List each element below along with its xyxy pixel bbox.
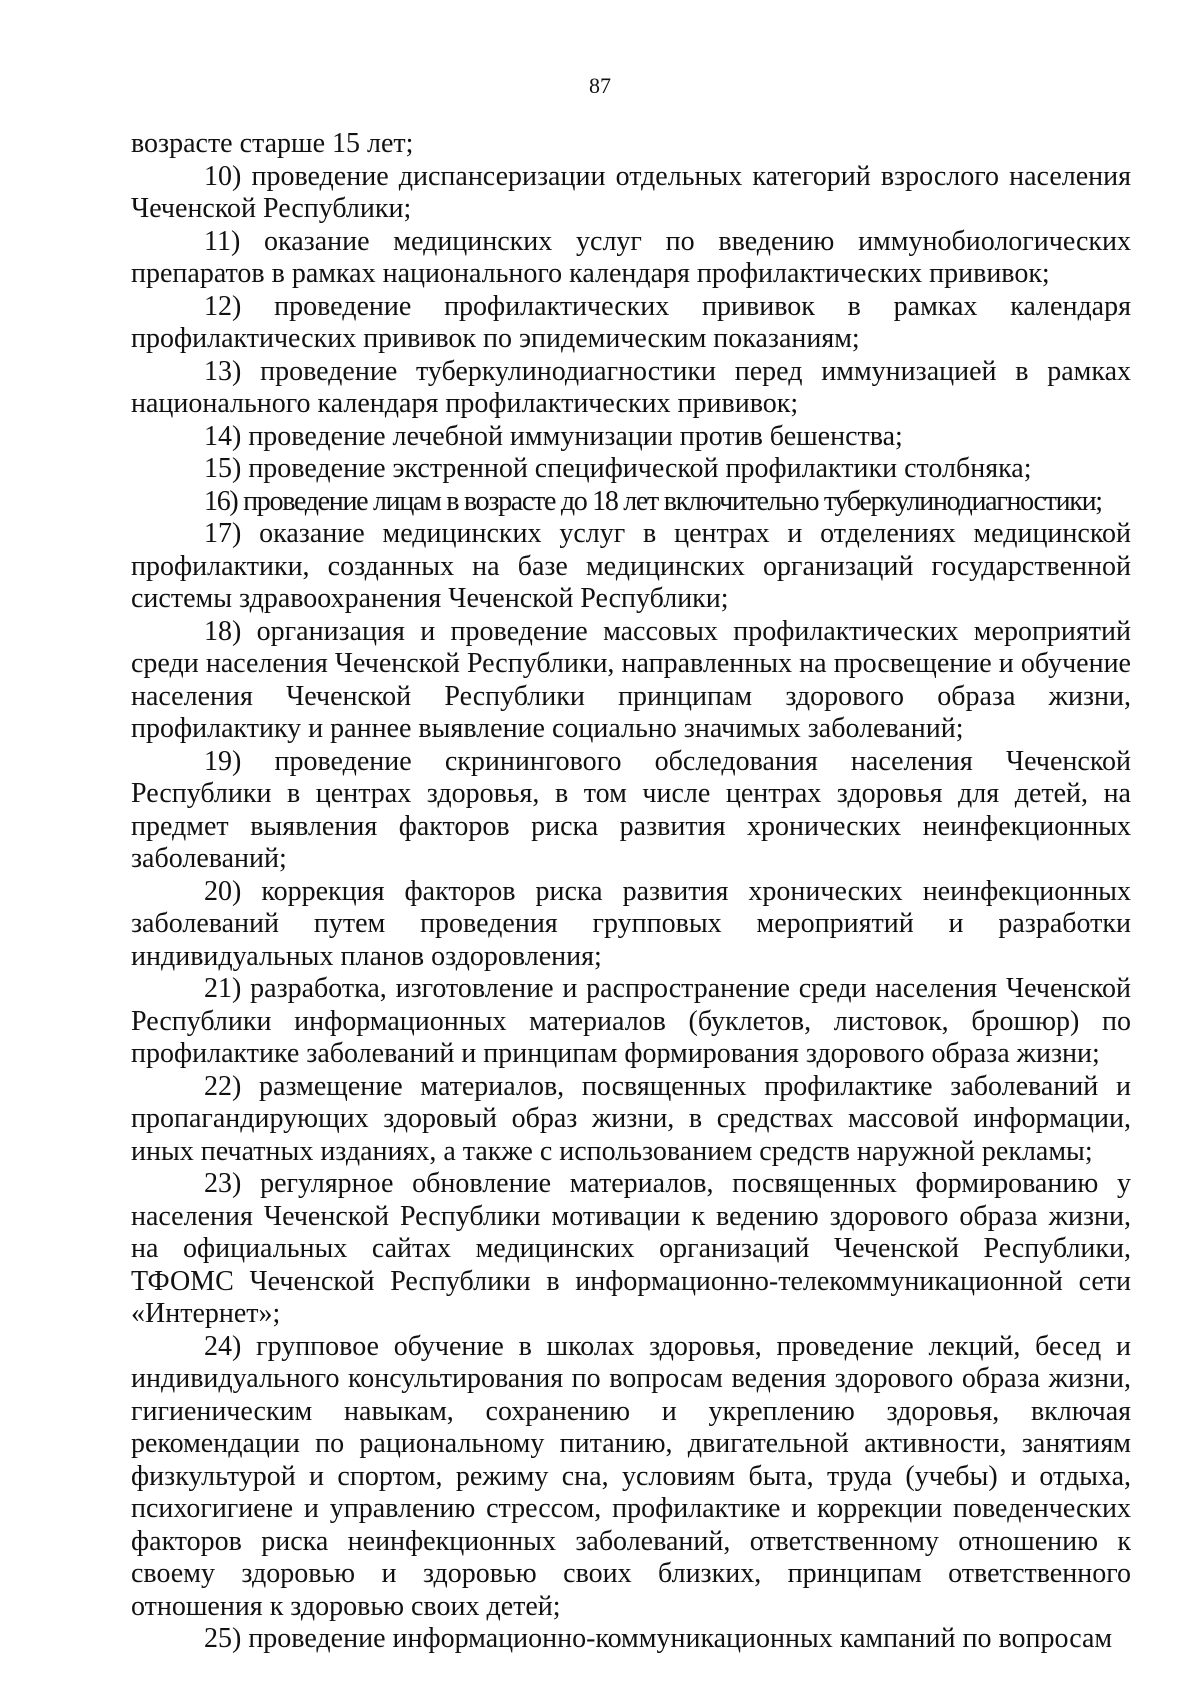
list-item-10: 10) проведение диспансеризации отдельных категорий взрослого населения Чеченской Республики;: [131, 160, 1131, 224]
list-item-18: 18) организация и проведение массовых профилактических мероприятий среди населения Чеченской Республики, направленных на просвещение и обучение населения Чеченской Республики принципам здорового образа жизни, профилактику и раннее выявление социально значимых заболеваний;: [131, 615, 1131, 744]
list-item-11: 11) оказание медицинских услуг по введению иммунобиологических препаратов в рамках национального календаря профилактических прививок;: [131, 225, 1131, 289]
list-item-22: 22) размещение материалов, посвященных профилактике заболеваний и пропагандирующих здоровый образ жизни, в средствах массовой информации, иных печатных изданиях, а также с использованием средств наружной рекламы;: [131, 1070, 1131, 1167]
list-item-23: 23) регулярное обновление материалов, посвященных формированию у населения Чеченской Республики мотивации к ведению здорового образа жизни, на официальных сайтах медицинских организаций Чеченской Республики, ТФОМС Чеченской Республики в информационно-телекоммуникационной сети «Интернет»;: [131, 1168, 1131, 1329]
list-item-12: 12) проведение профилактических прививок в рамках календаря профилактических прививок по эпидемическим показаниям;: [131, 290, 1131, 354]
list-item-15: 15) проведение экстренной специфической профилактики столбняка;: [204, 453, 1032, 484]
list-item-14: 14) проведение лечебной иммунизации против бешенства;: [204, 420, 903, 452]
list-item-17: 17) оказание медицинских услуг в центрах и отделениях медицинской профилактики, созданных на базе медицинских организаций государственной системы здравоохранения Чеченской Республики;: [131, 518, 1131, 614]
list-item-24: 24) групповое обучение в школах здоровья, проведение лекций, бесед и индивидуального консультирования по вопросам ведения здорового образа жизни, гигиеническим навыкам, сохранению и укреплению здоровья, включая рекомендации по рациональному питанию, двигательной активности, занятиям физкультурой и спортом, режиму сна, условиям быта, труда (учебы) и отдыха, психогигиене и управлению стрессом, профилактике и коррекции поведенческих факторов риска неинфекционных заболеваний, ответственному отношению к своему здоровью и здоровью своих близких, принципам ответственного отношения к здоровью своих детей;: [131, 1330, 1131, 1622]
page-body: [131, 128, 1131, 1656]
paragraph-continuation: возрасте старше 15 лет;: [131, 128, 414, 159]
list-item-20: 20) коррекция факторов риска развития хронических неинфекционных заболеваний путем проведения групповых мероприятий и разработки индивидуальных планов оздоровления;: [131, 875, 1131, 972]
list-item-25: 25) проведение информационно-коммуникационных кампаний по вопросам: [204, 1623, 1113, 1654]
list-item-21: 21) разработка, изготовление и распространение среди населения Чеченской Республики информационных материалов (буклетов, листовок, брошюр) по профилактике заболеваний и принципам формирования здорового образа жизни;: [131, 973, 1131, 1069]
list-item-13: 13) проведение туберкулинодиагностики перед иммунизацией в рамках национального календаря профилактических прививок;: [131, 355, 1131, 419]
page-number: 87: [589, 73, 611, 98]
list-item-16: 16) проведение лицам в возрасте до 18 лет включительно туберкулинодиагностики;: [204, 485, 1102, 517]
list-item-19: 19) проведение скринингового обследования населения Чеченской Республики в центрах здоровья, в том числе центрах здоровья для детей, на предмет выявления факторов риска развития хронических неинфекционных заболеваний;: [131, 745, 1131, 874]
